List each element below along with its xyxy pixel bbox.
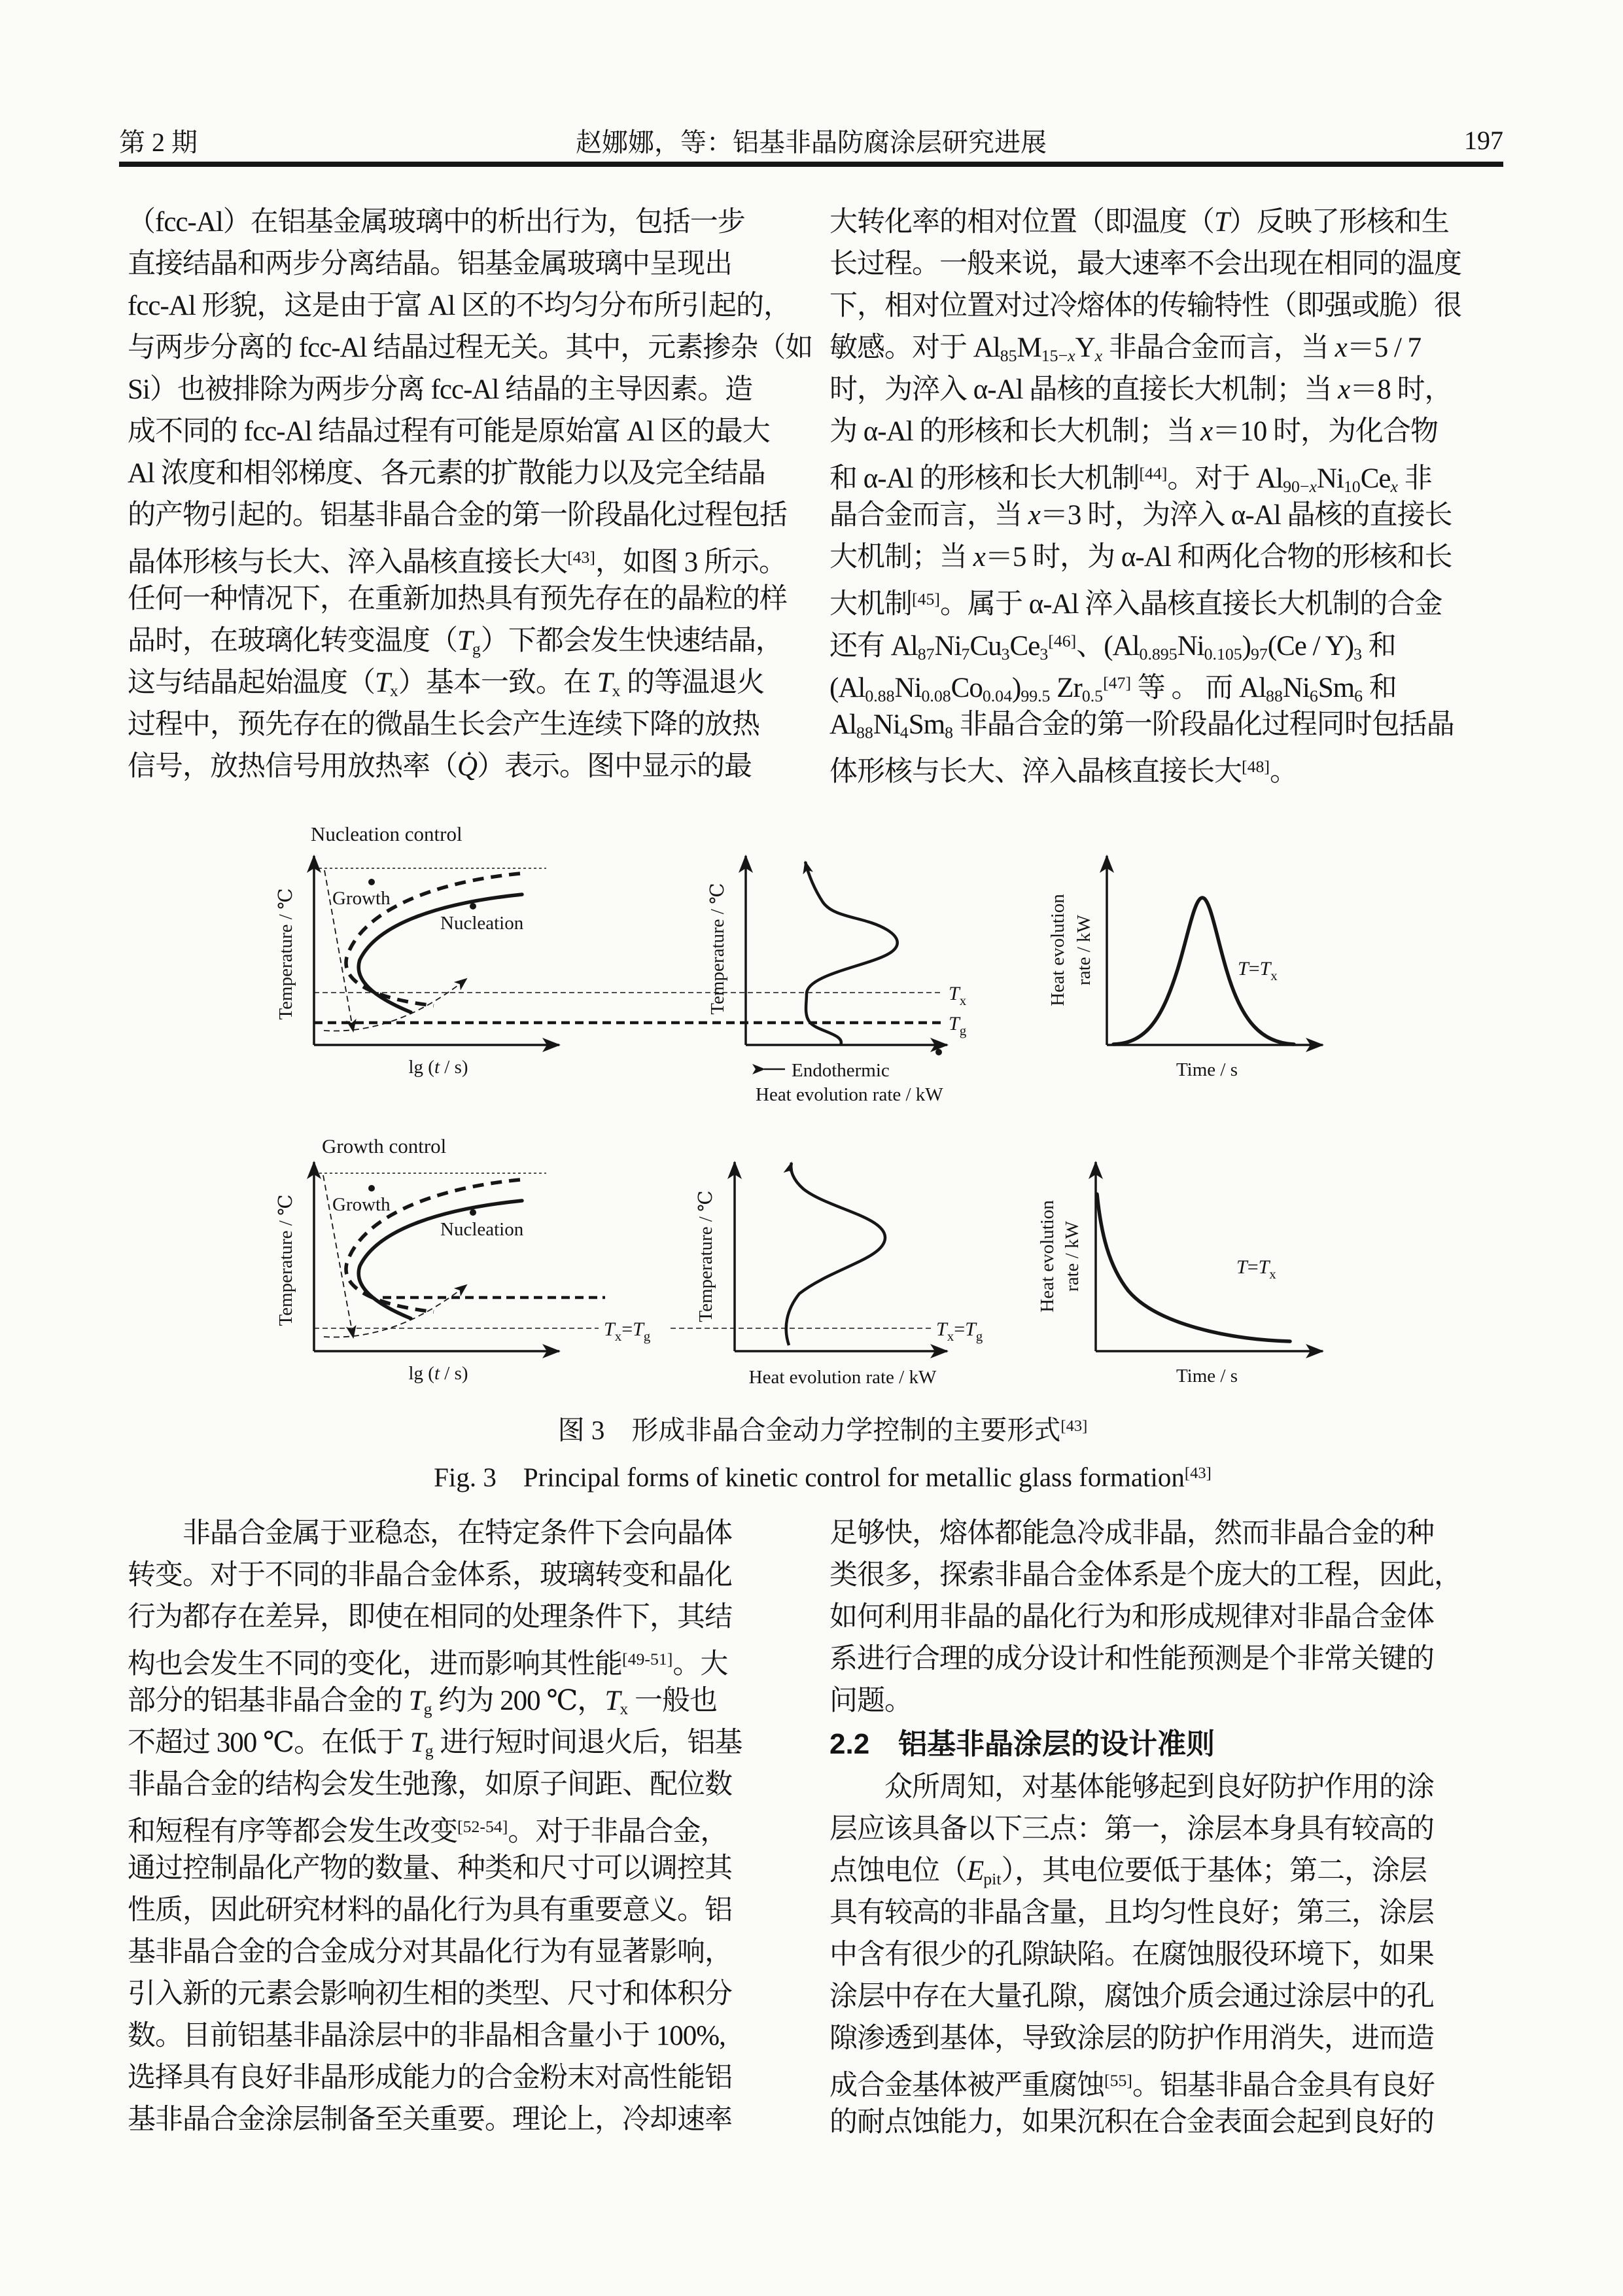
- text-line: 大机制[45]。属于 α-Al 淬入晶核直接长大机制的合金: [829, 588, 1442, 620]
- text-line: 任何一种情况下，在重新加热具有预先存在的晶粒的样: [128, 584, 787, 614]
- plot-heat-peak: [1047, 856, 1323, 1080]
- text-line: 与两步分离的 fcc-Al 结晶过程无关。其中，元素掺杂（如: [128, 332, 813, 363]
- text-line: （fcc-Al）在铝基金属玻璃中的析出行为，包括一步: [128, 207, 745, 238]
- text-line: 敏感。对于 $Al_{85}M_{15-x}Y_x$ 非晶合金而言，当 x＝5 / 7: [829, 332, 1422, 366]
- text-line: 众所周知，对基体能够起到良好防护作用的涂: [829, 1772, 1434, 1803]
- right-column-bottom: [829, 1513, 1533, 1722]
- plot-ttt-growth: [275, 1162, 605, 1384]
- text-line: 如何利用非晶的晶化行为和形成规律对非晶合金体: [829, 1602, 1434, 1633]
- figure-caption-zh: 图 3 形成非晶合金动力学控制的主要形式[43]: [557, 1415, 1088, 1445]
- x-axis-label: Heat evolution rate / kW: [748, 1367, 937, 1388]
- text-line: 隙渗透到基体，导致涂层的防护作用消失，进而造: [829, 2023, 1434, 2054]
- text-line: 非晶合金的结构会发生弛豫，如原子间距、配位数: [128, 1769, 732, 1800]
- text-line: 具有较高的非晶含量，且均匀性良好；第三，涂层: [829, 1898, 1434, 1928]
- text-line: 长过程。一般来说，最大速率不会出现在相同的温度: [829, 249, 1461, 279]
- plot-dsc-nucleation: [707, 856, 947, 1105]
- text-line: 下，相对位置对过冷熔体的传输特性（即强或脆）很: [829, 291, 1461, 321]
- text-line: 成不同的 fcc-Al 结晶过程有可能是原始富 Al 区的最大: [128, 416, 770, 447]
- dsc-curve: [805, 862, 898, 1045]
- text-line: 和 α-Al 的形核和长大机制[44]。对于 $Al_{90-x}Ni_{10}Ce_x$ 非: [829, 463, 1432, 497]
- right-column-section: [829, 1767, 1533, 2144]
- figure-3: [249, 805, 1387, 1407]
- y-axis-label-line1: Heat evolution: [1047, 894, 1068, 1006]
- growth-dot: [368, 1185, 375, 1192]
- text-line: 大机制；当 x＝5 时，为 α-Al 和两化合物的形核和长: [829, 542, 1452, 573]
- x-axis-label: Heat evolution rate / kW: [756, 1084, 943, 1105]
- text-line: 品时，在玻璃化转变温度$(T_g)$下都会发生快速结晶，: [128, 626, 783, 659]
- left-column-top: [128, 202, 831, 788]
- t-equals-tx-label: $T=T_x$: [1236, 1256, 1276, 1282]
- text-line: 数。目前铝基非晶涂层中的非晶相含量小于 100%,: [128, 2021, 725, 2051]
- y-axis-label: Temperature / ℃: [275, 1194, 296, 1326]
- txtg-label-left: $T_x=T_g$: [604, 1318, 651, 1344]
- section-heading-2-2: 2.2 铝基非晶涂层的设计准则: [829, 1728, 1215, 1760]
- txtg-label-right: $T_x=T_g$: [936, 1318, 983, 1344]
- y-axis-label: Temperature / ℃: [695, 1190, 716, 1322]
- text-line: Al 浓度和相邻梯度、各元素的扩散能力以及完全结晶: [128, 458, 765, 489]
- text-line: 成合金基体被严重腐蚀[55]。铝基非晶合金具有良好: [829, 2070, 1435, 2101]
- text-line: 点蚀电位$(E_{pit})$，其电位要低于基体；第二，涂层: [829, 1856, 1427, 1889]
- endothermic-label: Endothermic: [792, 1060, 890, 1081]
- tg-label: $T_g$: [949, 1013, 967, 1038]
- text-line: 晶合金而言，当 x＝3 时，为淬入 α-Al 晶核的直接长: [829, 500, 1452, 531]
- t-equals-tx-label: $T=T_x$: [1238, 958, 1278, 983]
- text-line: 足够快，熔体都能急冷成非晶，然而非晶合金的种: [829, 1518, 1434, 1549]
- text-line: 时，为淬入 α-Al 晶核的直接长大机制；当 x＝8 时，: [829, 374, 1452, 405]
- nucleation-dot: [470, 903, 476, 910]
- y-axis-label-line1: Heat evolution: [1037, 1200, 1058, 1313]
- growth-label: Growth: [332, 888, 391, 909]
- y-axis-label-line2: rate / kW: [1062, 1221, 1083, 1292]
- growth-label: Growth: [332, 1194, 391, 1215]
- text-line: 的产物引起的。铝基非晶合金的第一阶段晶化过程包括: [128, 500, 787, 531]
- row2-title: Growth control: [322, 1135, 447, 1157]
- text-line: 部分的铝基非晶合金的 $T_g$ 约为 200 ℃，$T_x$ 一般也: [128, 1686, 718, 1719]
- nucleation-label: Nucleation: [440, 1219, 524, 1240]
- dsc-curve: [786, 1163, 885, 1345]
- text-line: 转变。对于不同的非晶合金体系，玻璃转变和晶化: [128, 1560, 732, 1591]
- nucleation-dot: [470, 1209, 476, 1216]
- text-line: 基非晶合金的合金成分对其晶化行为有显著影响，: [128, 1937, 732, 1968]
- y-axis-label: Temperature / ℃: [707, 883, 728, 1015]
- plot-dsc-growth: [695, 1162, 947, 1388]
- text-line: 的耐点蚀能力，如果沉积在合金表面会起到良好的: [829, 2107, 1434, 2138]
- text-line: 构也会发生不同的变化，进而影响其性能[49-51]。大: [128, 1648, 728, 1680]
- text-line: 层应该具备以下三点：第一，涂层本身具有较高的: [829, 1814, 1434, 1845]
- text-line: 体形核与长大、淬入晶核直接长大[48]。: [829, 756, 1297, 787]
- text-line: 行为都存在差异，即使在相同的处理条件下，其结: [128, 1602, 732, 1633]
- text-line: 问题。: [829, 1686, 912, 1716]
- text-line: fcc-Al 形貌，这是由于富 Al 区的不均匀分布所引起的，: [128, 291, 792, 321]
- y-axis-label-line2: rate / kW: [1073, 915, 1094, 985]
- text-line: 基非晶合金涂层制备至关重要。理论上，冷却速率: [128, 2104, 732, 2135]
- figure-3-plots: [249, 805, 1387, 1407]
- text-line: 类很多，探索非晶合金体系是个庞大的工程，因此，: [829, 1560, 1461, 1591]
- x-axis-label: Time / s: [1176, 1366, 1238, 1386]
- y-axis-label: Temperature / ℃: [275, 888, 296, 1020]
- page-header: [119, 122, 1503, 158]
- text-line: 中含有很少的孔隙缺陷。在腐蚀服役环境下，如果: [829, 1939, 1434, 1970]
- growth-dot: [368, 879, 375, 885]
- text-line: 直接结晶和两步分离结晶。铝基金属玻璃中呈现出: [128, 249, 732, 279]
- axis-end-dot: [935, 1049, 942, 1055]
- header-rule: [119, 162, 1503, 167]
- running-title: 赵娜娜，等：铝基非晶防腐涂层研究进展: [576, 127, 1047, 157]
- page-number: 197: [1464, 125, 1503, 155]
- text-line: 选择具有良好非晶形成能力的合金粉末对高性能铝: [128, 2062, 732, 2093]
- text-line: 和短程有序等都会发生改变[52-54]。对于非晶合金，: [128, 1816, 728, 1847]
- text-line: 不超过 300 ℃。在低于 $T_g$ 进行短时间退火后，铝基: [128, 1727, 742, 1761]
- row1-title: Nucleation control: [311, 822, 462, 845]
- text-line: 为 α-Al 的形核和长大机制；当 x＝10 时，为化合物: [829, 416, 1438, 447]
- plot-ttt-nucleation: [275, 856, 559, 1078]
- figure-caption-en: Fig. 3 Principal forms of kinetic control for metallic glass formation[43]: [434, 1462, 1212, 1492]
- x-axis-label: lg (t / s): [408, 1057, 468, 1078]
- text-line: 晶体形核与长大、淬入晶核直接长大[43]，如图 3 所示。: [128, 546, 786, 578]
- text-line: 大转化率的相对位置（即温度（T）反映了形核和生: [829, 207, 1449, 238]
- text-line: 涂层中存在大量孔隙，腐蚀介质会通过涂层中的孔: [829, 1981, 1434, 2012]
- text-line: $(Al_{0.88}Ni_{0.08}Co_{0.04})_{99.5}$ $Zr_{0.5}[47]$ 等 。 而 $Al_{88}Ni_6Sm_6$ 和: [829, 672, 1397, 706]
- text-line: $Al_{88}Ni_4Sm_8$ 非晶合金的第一阶段晶化过程同时包括晶: [829, 709, 1454, 743]
- text-line: 还有 $Al_{87}Ni_7Cu_3Ce_3[46]$、$(Al_{0.895}Ni_{0.105})_{97}(Ce / Y)_3$ 和: [829, 630, 1396, 664]
- text-line: Si）也被排除为两步分离 fcc-Al 结晶的主导因素。造: [128, 374, 753, 405]
- nucleation-label: Nucleation: [440, 913, 524, 934]
- tx-label: $T_x$: [949, 983, 967, 1008]
- text-line: 非晶合金属于亚稳态，在特定条件下会向晶体: [128, 1518, 732, 1549]
- x-axis-label: lg (t / s): [408, 1363, 468, 1384]
- issue-label: 第 2 期: [119, 127, 198, 157]
- text-line: 这与结晶起始温度$(T_x)$基本一致。在 $T_x$ 的等温退火: [128, 667, 765, 701]
- text-line: 性质，因此研究材料的晶化行为具有重要意义。铝: [128, 1895, 732, 1926]
- text-line: 通过控制晶化产物的数量、种类和尺寸可以调控其: [128, 1853, 732, 1884]
- plot-heat-decay: [1037, 1162, 1323, 1386]
- text-line: 信号，放热信号用放热率（Q̇）表示。图中显示的最: [128, 751, 752, 782]
- text-line: 系进行合理的成分设计和性能预测是个非常关键的: [829, 1644, 1434, 1674]
- right-column-top: [829, 202, 1533, 788]
- text-line: 过程中，预先存在的微晶生长会产生连续下降的放热: [128, 709, 759, 740]
- text-line: 引入新的元素会影响初生相的类型、尺寸和体积分: [128, 1979, 732, 2009]
- x-axis-label: Time / s: [1176, 1059, 1238, 1080]
- left-column-bottom: [128, 1513, 831, 2141]
